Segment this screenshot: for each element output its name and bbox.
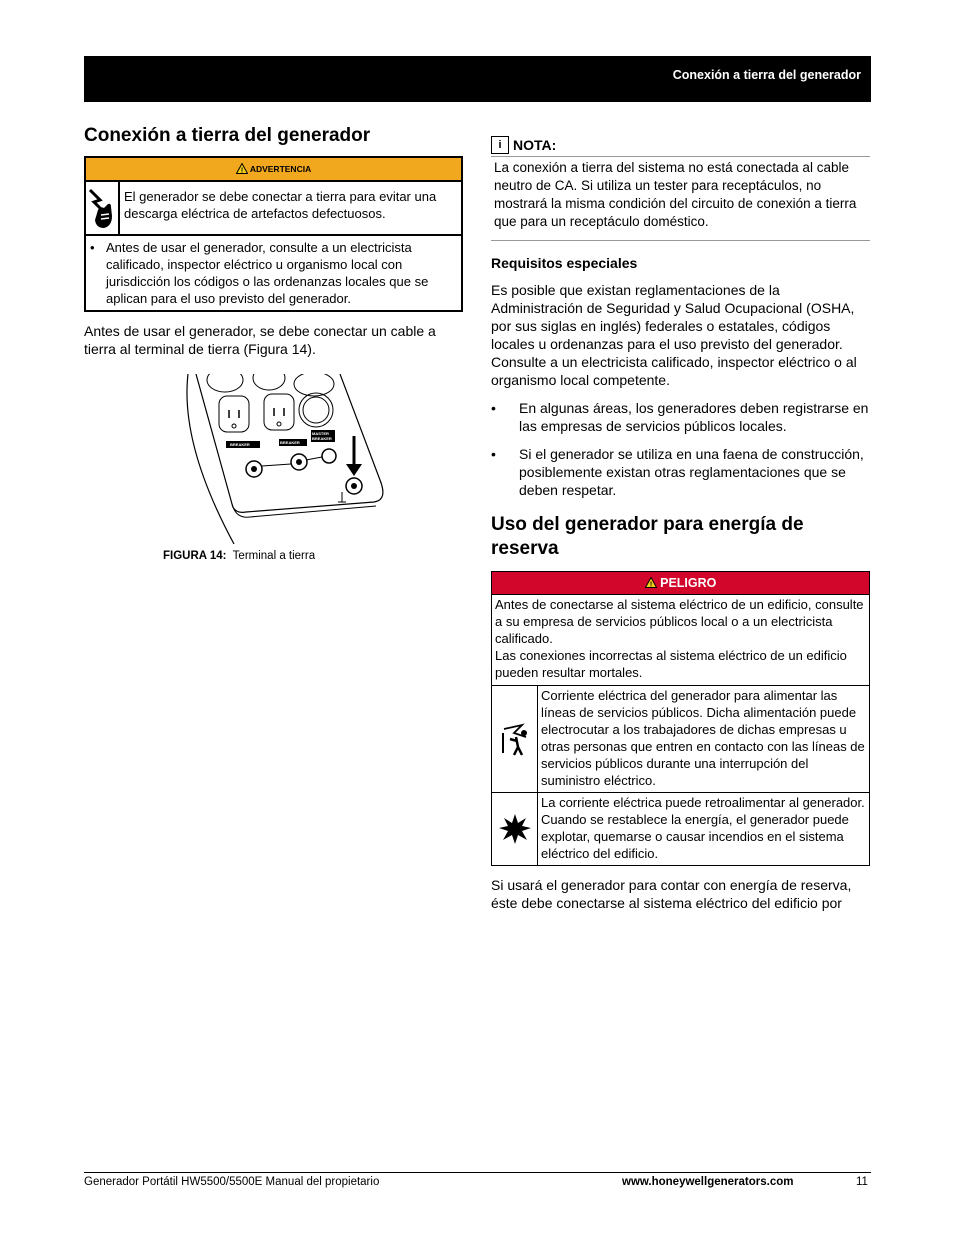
master-breaker-label: MASTER BREAKER [312, 431, 332, 441]
warning-triangle-icon [236, 163, 248, 174]
warning-text: El generador se debe conectar a tierra para evitar una descarga eléctrica de artefactos defectuosos. [124, 189, 437, 221]
bullet-dot: • [491, 400, 496, 416]
danger-row-text: Corriente eléctrica del generador para alimentar las líneas de servicios públicos. Dicha alimentación puede electrocutar a los trabajadores de dichas empresas u otras personas que entren en contacto con las líneas de servicios públicos durante una interrupción del suministro eléctrico. [541, 688, 865, 788]
requirements-paragraph: Es posible que existan reglamentaciones de la Administración de Seguridad y Salud Ocupacional (OSHA, por sus siglas en inglés) federales o estatales, códigos locales u ordenanzas para el uso previsto del generador. Consulte a un electricista calificado, inspector eléctrico o al organismo local competente. [491, 282, 857, 388]
danger-text-1: Antes de conectarse al sistema eléctrico de un edificio, consulte a su empresa de servicios públicos local o a un electricista calificado. [495, 597, 864, 646]
figure-caption [84, 550, 463, 562]
section-heading: Conexión a tierra del generador [84, 125, 371, 146]
grounding-paragraph: Antes de usar el generador, se debe conectar un cable a tierra al terminal de tierra (Figura 14). [84, 323, 436, 357]
warning-label: ADVERTENCIA [249, 164, 312, 174]
note-header [491, 136, 870, 154]
danger-row-explosion [492, 793, 869, 865]
grounding-terminal-illustration [84, 374, 463, 544]
warning-row [86, 182, 461, 236]
danger-label: PELIGRO [660, 576, 717, 590]
electrocution-icon [492, 686, 538, 792]
warning-header [86, 158, 461, 182]
danger-triangle-icon [645, 577, 657, 588]
page-number: 11 [856, 1176, 868, 1188]
header-bar [84, 56, 871, 102]
explosion-icon [492, 793, 538, 865]
footer-url: www.honeywellgenerators.com [622, 1176, 794, 1188]
note-body: La conexión a tierra del sistema no está conectada al cable neutro de CA. Si utiliza un tester para receptáculos, no mostrará la misma condición del circuito de conexión a tierra que para un receptáculo doméstico. [491, 156, 870, 241]
list-item-text: Si el generador se utiliza en una faena de construcción, posiblemente existan otras reglamentaciones que se deben respetar. [519, 446, 864, 498]
warning-bullet-text: Antes de usar el generador, consulte a un electricista calificado, inspector eléctrico u organismo local con jurisdicción los códigos o las ordenanzas locales que se aplican para el uso previsto del generador. [106, 240, 429, 306]
danger-row-text: La corriente eléctrica puede retroalimentar al generador. Cuando se restablece la energía, el generador puede explotar, quemarse o causar incendios en el sistema eléctrico del edificio. [541, 795, 865, 861]
svg-text:!: ! [240, 167, 243, 174]
danger-text-2: Las conexiones incorrectas al sistema eléctrico de un edificio pueden resultar mortales. [495, 648, 847, 680]
danger-text [492, 595, 869, 686]
closing-paragraph: Si usará el generador para contar con energía de reserva, éste debe conectarse al sistema eléctrico del edificio por [491, 877, 852, 911]
figure-14 [84, 374, 463, 544]
footer-divider [84, 1172, 871, 1173]
list-item [491, 399, 870, 435]
warning-box [84, 156, 463, 312]
subheading-requirements: Requisitos especiales [491, 255, 638, 271]
note-label: NOTA: [513, 137, 557, 153]
figure-label: FIGURA 14: [163, 550, 227, 562]
warning-bullet [86, 236, 461, 310]
danger-row-electrocution [492, 686, 869, 793]
section-heading-standby: Uso del generador para energía de reserva [491, 514, 804, 559]
info-icon: i [491, 136, 509, 154]
svg-text:!: ! [649, 581, 652, 588]
right-column [491, 136, 870, 912]
danger-box [491, 571, 870, 866]
danger-header [492, 572, 869, 595]
breaker-label-2: BREAKER [280, 440, 300, 445]
list-item-text: En algunas áreas, los generadores deben registrarse en las empresas de servicios públicos locales. [519, 400, 869, 434]
figure-caption-text: Terminal a tierra [232, 550, 316, 562]
footer-manual-title: Generador Portátil HW5500/5500E Manual del propietario [84, 1176, 380, 1188]
bullet-dot: • [491, 446, 496, 462]
requirements-list [491, 399, 870, 499]
electric-shock-hand-icon [86, 182, 120, 234]
left-column [84, 124, 463, 562]
list-item [491, 445, 870, 499]
breaker-label-1: BREAKER [230, 442, 250, 447]
header-title: Conexión a tierra del generador [672, 68, 861, 82]
bullet-dot: • [90, 240, 95, 255]
